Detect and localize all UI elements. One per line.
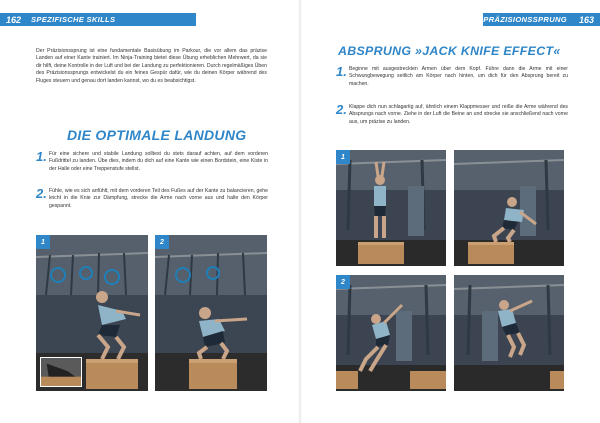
right-page-number: 163: [578, 14, 594, 25]
takeoff-step-1: [336, 66, 568, 88]
step-number: 2.: [336, 102, 347, 117]
step-number: 2.: [36, 186, 47, 201]
step-text: Klappe dich nun schlagartig auf, ähnlich einem Klappmesser und reiße die Arme während des Absprungs nach vorne. Ziehe in der Luft die Beine an und strecke sie anschließend nach vorne aus, um präzise zu landen.: [349, 104, 568, 125]
step-text: Für eine sichere und stabile Landung solltest du stets darauf achten, auf dem vorderen Fußdrittel zu landen. Übe dies, indem du dich auf eine Kante wie einen Bordstein, eine Kiste in der Halle oder eine Treppenstufe stellst.: [49, 151, 268, 172]
takeoff-photo-1b: [454, 150, 564, 266]
takeoff-photo-2b: [454, 275, 564, 391]
landing-photo-2: [155, 235, 267, 391]
step-text: Beginne mit ausgestreckten Armen über dem Kopf. Führe dann die Arme mit einer Schwungbewegung seitlich am Körper nach hinten, um dich für den Absprung bereit zu machen.: [349, 66, 568, 87]
photo-badge: 1: [36, 235, 50, 249]
left-page-number: 162: [6, 14, 22, 25]
step-text: Fühle, wie es sich anfühlt, mit dem vorderen Teil des Fußes auf der Kante zu balancieren, gehe leicht in die Knie zur Dämpfung, strecke die Arme nach vorne aus und halte den Körper gespannt.: [49, 188, 268, 209]
book-gutter: [298, 0, 302, 423]
landing-step-2: [36, 188, 268, 210]
photo-badge: 2: [155, 235, 169, 249]
landing-photo-1: [36, 235, 148, 391]
takeoff-step-2: [336, 104, 568, 126]
jack-knife-heading: ABSPRUNG »JACK KNIFE EFFECT«: [338, 44, 561, 58]
left-running-header: [0, 13, 196, 26]
step-number: 1.: [36, 149, 47, 164]
step-number: 1.: [336, 64, 347, 79]
right-header-title: PRÄZISIONSSPRUNG: [483, 15, 567, 24]
photo-badge: 2: [336, 275, 350, 289]
photo-badge: 1: [336, 150, 350, 164]
foot-detail-inset: [40, 357, 82, 387]
takeoff-photo-2a: [336, 275, 446, 391]
right-running-header: [483, 13, 600, 26]
intro-paragraph: Der Präzisionssprung ist eine fundamentale Basisübung im Parkour, die vor allem das präzise Landen auf einer Kante trainiert. Im Ninja-Training bietet diese Übung erheblichen Mehrwert, da sie dir hilft, deine Kontrolle in der Luft und bei der Landung zu perfektionieren. Durch regelmäßiges Üben des Präzisionssprungs entwickelst du ein feines Gespür dafür, wie du deinen Körper während des Fluges steuern und genau dort landen kannst, wo du es beabsichtigst.: [36, 48, 267, 84]
left-header-title: SPEZIFISCHE SKILLS: [31, 15, 116, 24]
landing-heading: DIE OPTIMALE LANDUNG: [67, 127, 247, 143]
takeoff-photo-1a: [336, 150, 446, 266]
landing-step-1: [36, 151, 268, 173]
